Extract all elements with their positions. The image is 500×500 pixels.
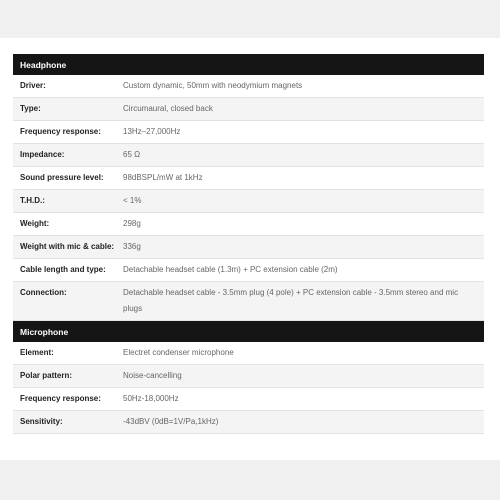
spec-row-polar-pattern xyxy=(13,365,484,388)
spec-value: -43dBV (0dB=1V/Pa,1kHz) xyxy=(123,417,219,426)
section-header-microphone: Microphone xyxy=(13,321,484,342)
spec-table xyxy=(13,54,484,434)
spec-label: Polar pattern: xyxy=(20,371,73,380)
spec-value: Noise-cancelling xyxy=(123,371,182,380)
spec-label: Type: xyxy=(20,104,41,113)
spec-label: T.H.D.: xyxy=(20,196,45,205)
spec-label: Sound pressure level: xyxy=(20,173,104,182)
spec-label: Connection: xyxy=(20,288,67,297)
spec-value: 336g xyxy=(123,242,141,251)
spec-row-weight xyxy=(13,213,484,236)
spec-row-sound-pressure-level xyxy=(13,167,484,190)
spec-label: Driver: xyxy=(20,81,46,90)
spec-value: 13Hz–27,000Hz xyxy=(123,127,181,136)
spec-row-thd xyxy=(13,190,484,213)
spec-label: Cable length and type: xyxy=(20,265,106,274)
spec-row-frequency-response xyxy=(13,121,484,144)
spec-label: Frequency response: xyxy=(20,127,101,136)
spec-label: Frequency response: xyxy=(20,394,101,403)
section-header-headphone: Headphone xyxy=(13,54,484,75)
spec-row-impedance xyxy=(13,144,484,167)
spec-value: Custom dynamic, 50mm with neodymium magnets xyxy=(123,81,303,90)
spec-row-sensitivity xyxy=(13,411,484,434)
spec-row-driver xyxy=(13,75,484,98)
spec-label: Impedance: xyxy=(20,150,65,159)
spec-value: < 1% xyxy=(123,196,142,205)
spec-row-type xyxy=(13,98,484,121)
spec-value: Detachable headset cable (1.3m) + PC extension cable (2m) xyxy=(123,265,338,274)
spec-row-weight-with-mic xyxy=(13,236,484,259)
spec-value: Electret condenser microphone xyxy=(123,348,234,357)
spec-value: Circumaural, closed back xyxy=(123,104,213,113)
spec-value: 98dBSPL/mW at 1kHz xyxy=(123,173,203,182)
spec-row-mic-frequency-response xyxy=(13,388,484,411)
spec-value: 50Hz-18,000Hz xyxy=(123,394,179,403)
spec-label: Weight with mic & cable: xyxy=(20,242,115,251)
spec-row-connection xyxy=(13,282,484,321)
spec-value: 298g xyxy=(123,219,141,228)
spec-value: Detachable headset cable - 3.5mm plug (4 pole) + PC extension cable - 3.5mm stereo and mic plugs xyxy=(123,288,459,313)
spec-row-element xyxy=(13,342,484,365)
spec-label: Element: xyxy=(20,348,54,357)
spec-label: Sensitivity: xyxy=(20,417,63,426)
spec-row-cable xyxy=(13,259,484,282)
spec-value: 65 Ω xyxy=(123,150,141,159)
spec-label: Weight: xyxy=(20,219,50,228)
